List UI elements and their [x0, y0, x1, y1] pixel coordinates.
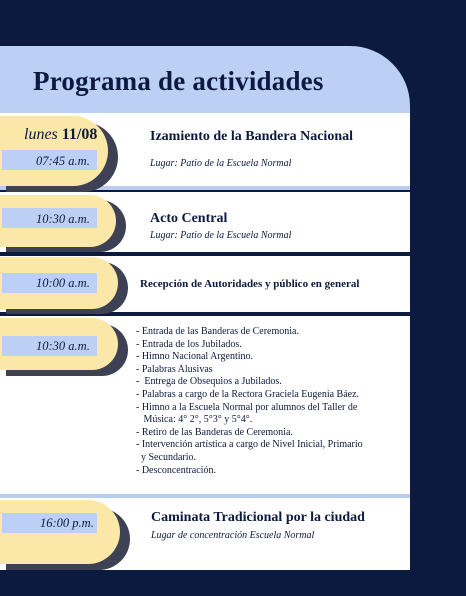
event-title: Izamiento de la Bandera Nacional	[150, 129, 353, 144]
day-label	[24, 126, 97, 144]
event-place: Lugar: Patio de la Escuela Normal	[150, 158, 292, 169]
event-time: 10:30 a.m.	[36, 212, 90, 226]
event-time: 16:00 p.m.	[40, 516, 94, 530]
top-frame	[0, 0, 466, 48]
event-time: 07:45 a.m.	[36, 154, 90, 168]
list-item: - Palabras a cargo de la Rectora Graciela Eugenia Báez.	[136, 388, 360, 400]
event-title: Acto Central	[150, 211, 228, 226]
event-place: Lugar: Patio de la Escuela Normal	[150, 230, 292, 241]
list-item: - Desconcentración.	[136, 464, 216, 476]
event-time: 10:30 a.m.	[36, 339, 90, 353]
list-item: y Secundario.	[136, 451, 196, 463]
list-item: Música: 4° 2°, 5°3° y 5°4°.	[136, 414, 253, 426]
activity-list	[136, 326, 363, 477]
list-item: - Entrada de los Jubilados.	[136, 338, 242, 350]
day-name: lunes	[24, 126, 58, 143]
list-item: - Intervención artística a cargo de Nivel Inicial, Primario	[136, 439, 363, 451]
list-item: - Retiro de las Banderas de Ceremonia.	[136, 426, 293, 438]
list-item: - Entrega de Obsequios a Jubilados.	[136, 376, 282, 388]
event-title: Recepción de Autoridades y público en general	[140, 278, 360, 290]
list-item: - Palabras Alusivas	[136, 363, 213, 375]
list-item: - Himno Nacional Argentino.	[136, 351, 254, 363]
event-title: Caminata Tradicional por la ciudad	[151, 510, 365, 525]
page-title: Programa de actividades	[33, 66, 324, 96]
list-item: - Himno a la Escuela Normal por alumnos del Taller de	[136, 401, 358, 413]
event-place: Lugar de concentración Escuela Normal	[151, 530, 315, 541]
list-item: - Entrada de las Banderas de Ceremonia.	[136, 326, 299, 337]
event-time: 10:00 a.m.	[36, 276, 90, 290]
day-date: 11/08	[61, 126, 98, 143]
